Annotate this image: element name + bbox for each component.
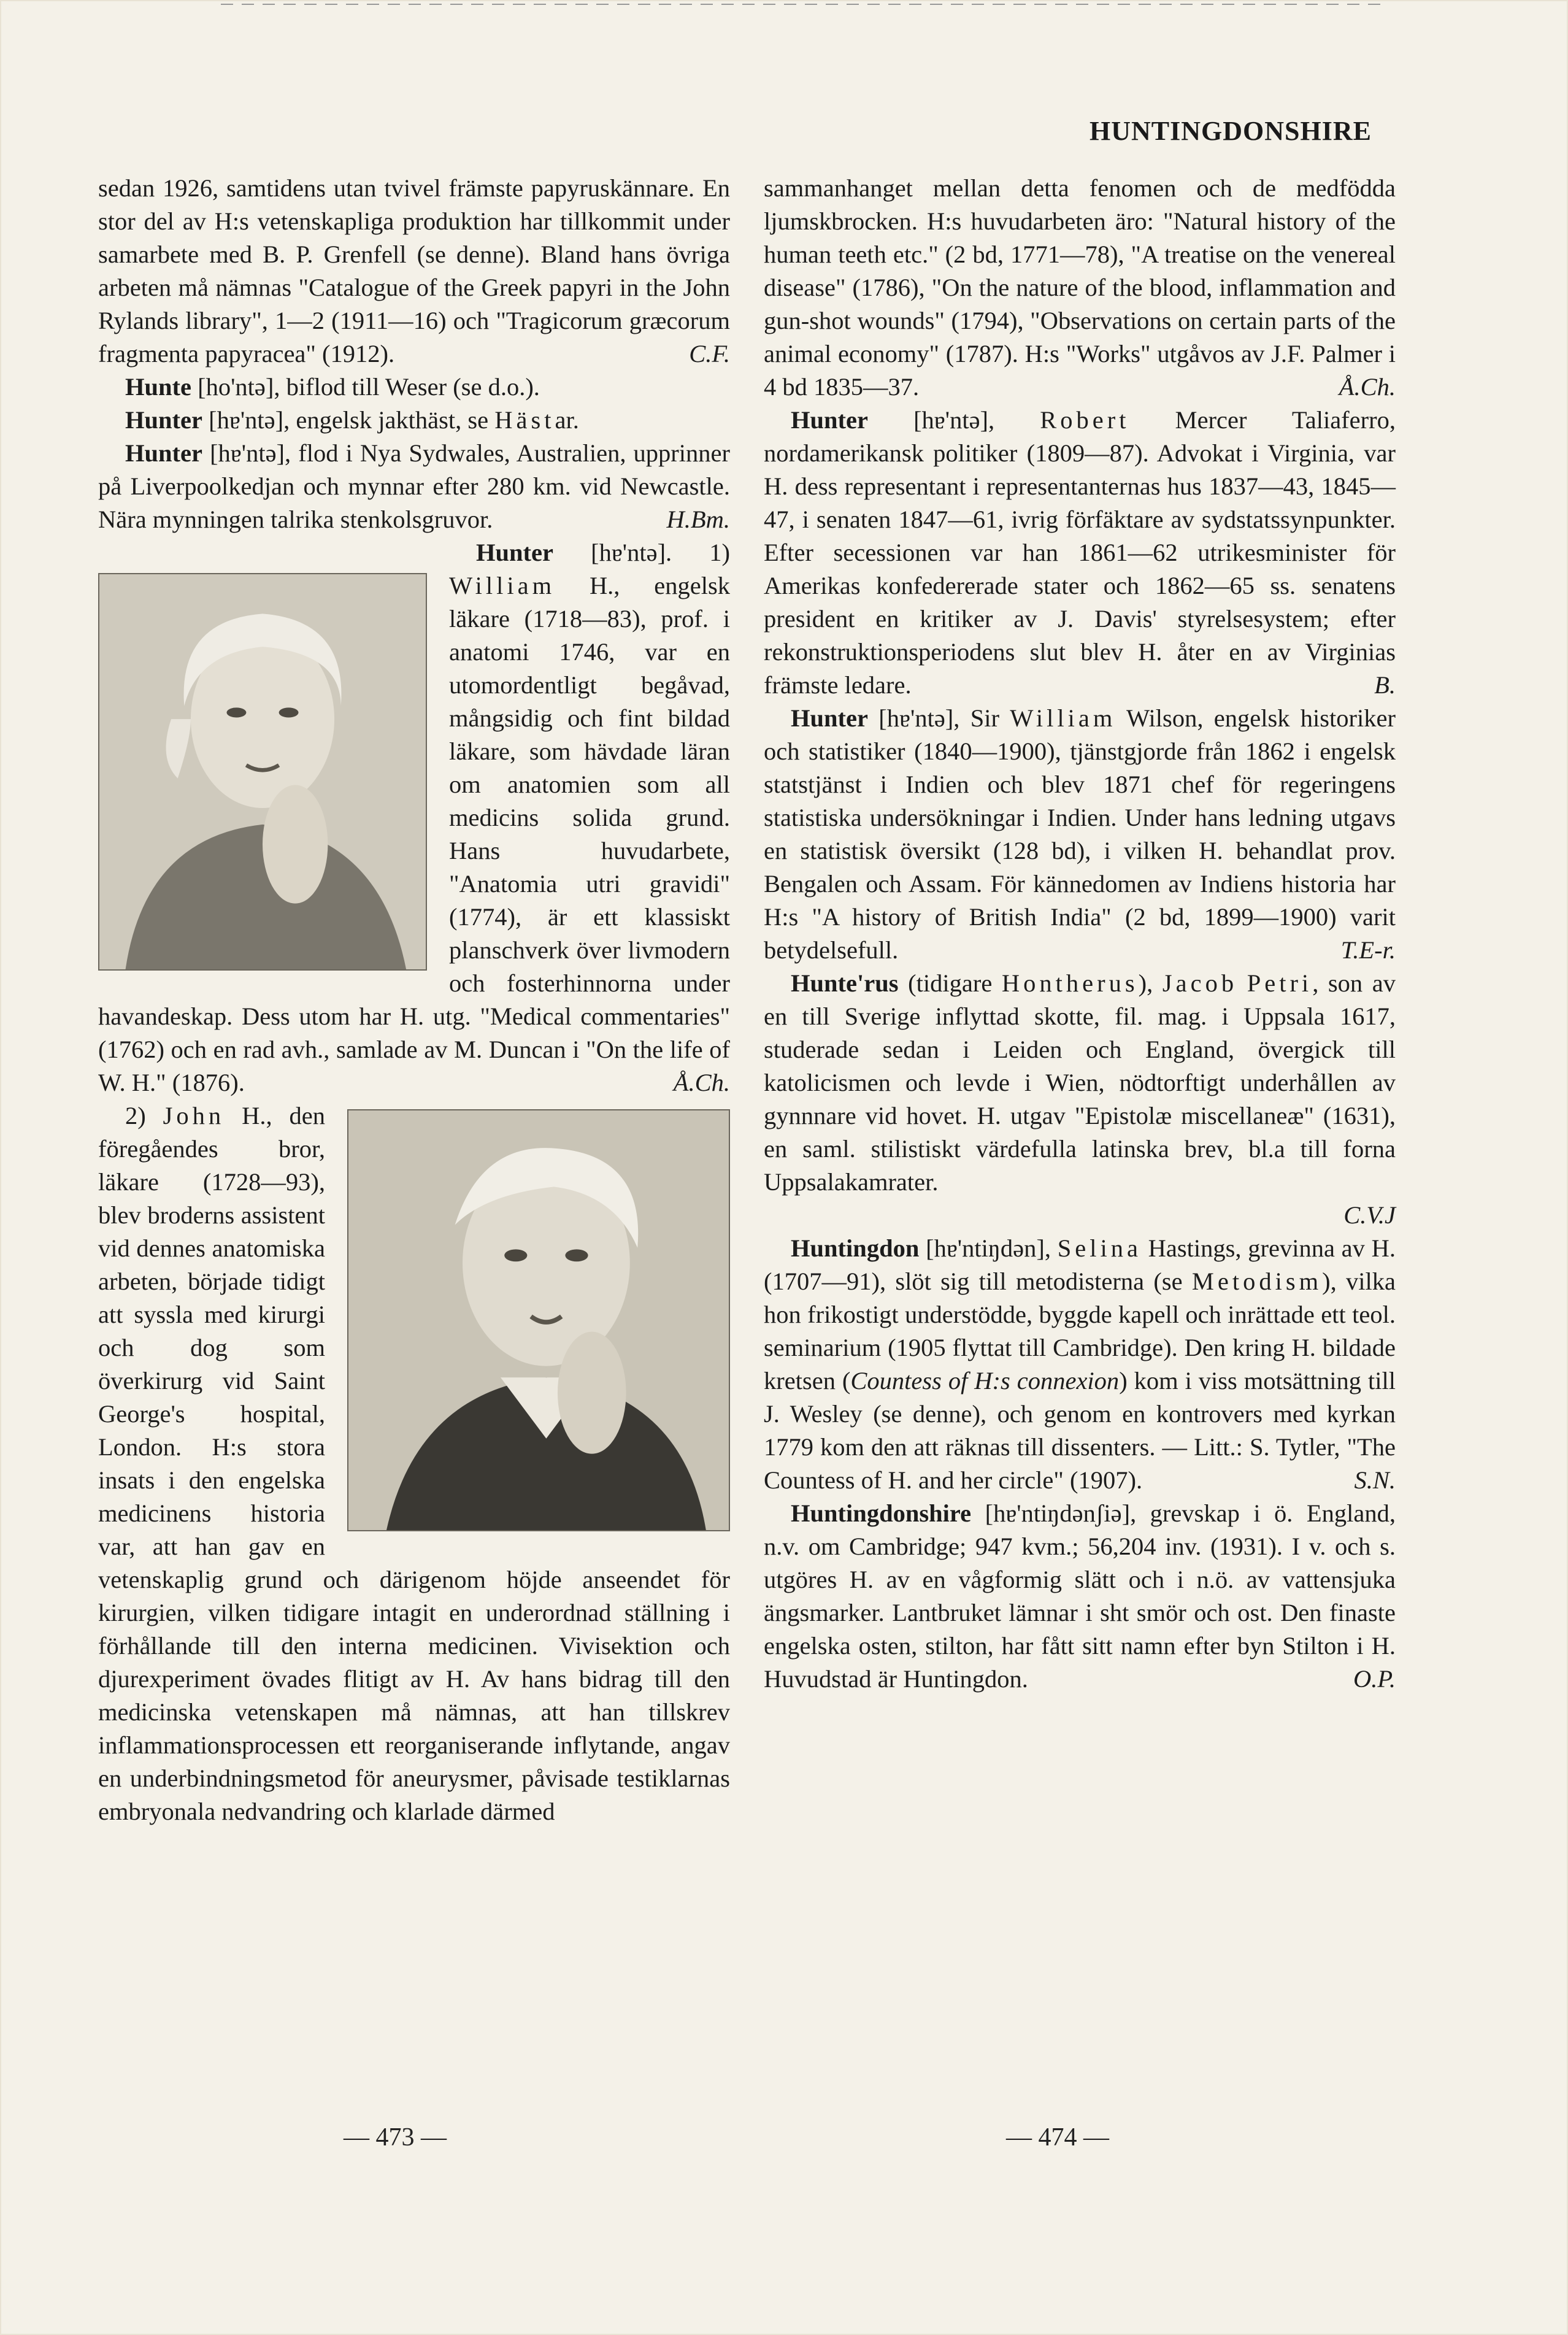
person-name: Jacob <box>1162 969 1238 997</box>
top-edge-rule <box>221 4 1386 5</box>
author-signature: B. <box>1374 671 1396 699</box>
entry-text: [ho'ntə], biflod till Weser (se d.o.). <box>191 373 540 401</box>
headword: Hunte <box>125 373 192 401</box>
portrait-william-hunter <box>98 573 427 971</box>
author-signature: H.Bm. <box>666 506 730 533</box>
former-name: Hontherus <box>1001 969 1139 997</box>
entry-text: [hɐ'ntə], Sir <box>868 704 1010 732</box>
entry-text: 2) <box>125 1102 163 1129</box>
author-signature: C.F. <box>689 340 730 367</box>
entry-text: ), vilka hon frikostigt understödde, byggde kapell och inrättade ett teol. seminarium (1905 flyttat till Cambridge). Den kring H. bildade kretsen ( <box>764 1268 1396 1394</box>
portrait-john-illustration <box>348 1110 729 1530</box>
right-column <box>764 172 1396 1696</box>
portrait-john-hunter <box>347 1109 730 1531</box>
portrait-william-illustration <box>99 574 426 969</box>
entry-continuation-right <box>764 172 1396 404</box>
author-signature: Å.Ch. <box>1339 373 1396 401</box>
entry-text: [hɐ'ntə], <box>868 406 1040 434</box>
author-signature: O.P. <box>1353 1665 1396 1693</box>
entry-text: sedan 1926, samtidens utan tvivel främste papyruskännare. En stor del av H:s vetenskapliga produktion har tillkommit under samarbete med B. P. Grenfell (se denne). Bland hans övriga arbeten må nämnas "Catalogue of the Greek papyri in the John Rylands library", 1—2 (1911—16) och "Tragicorum græcorum fragmenta papyracea" (1912). <box>98 174 730 367</box>
entry-text: (tidigare <box>898 969 1002 997</box>
entry-hunter-river <box>98 437 730 536</box>
cross-reference: Metodism <box>1191 1268 1323 1295</box>
running-head: HUNTINGDONSHIRE <box>1090 116 1372 146</box>
entry-continuation-left <box>98 172 730 371</box>
headword: Hunter <box>791 704 868 732</box>
entry-text: Hastings, grevinna av H. (1707—91), slöt sig till metodisterna (se <box>764 1234 1396 1295</box>
cross-reference: Häst <box>494 406 555 434</box>
entry-text: ) kom i viss motsättning till J. Wesley (se denne), och genom en kontrovers med kyrkan 1779 kom den att räknas till dissenters. — Litt.: S. Tytler, "The Countess of H. and her circle" (1907). <box>764 1367 1396 1494</box>
headword: Hunte'rus <box>791 969 899 997</box>
person-name: John <box>163 1102 225 1129</box>
entry-text: [hɐ'ntə], flod i Nya Sydwales, Australien, upprinner på Liverpoolkedjan och mynnar efter 280 km. vid Newcastle. Nära mynningen talrika stenkolsgruvor. <box>98 439 730 533</box>
entry-hunter-john <box>98 1099 730 1828</box>
entry-hunter-horse <box>98 404 730 437</box>
entry-text: ), <box>1138 969 1163 997</box>
entry-huntingdon <box>764 1232 1396 1497</box>
left-column <box>98 172 730 1828</box>
person-name: Robert <box>1040 406 1130 434</box>
entry-hunter-robert <box>764 404 1396 702</box>
author-signature: T.E-r. <box>1340 936 1396 964</box>
headword: Hunter <box>125 406 202 434</box>
entry-hunter-william-wilson <box>764 702 1396 967</box>
person-name: William <box>449 572 556 599</box>
page-number-right: — 474 — <box>1006 2123 1109 2152</box>
entry-text: [hɐ'ntə], engelsk jakthäst, se <box>202 406 495 434</box>
author-signature: S.N. <box>1354 1466 1396 1494</box>
entry-text: [hɐ'ntiŋdən], <box>919 1234 1058 1262</box>
entry-text: H., den föregåendes bror, läkare (1728—93), blev broderns assistent vid dennes anatomiska arbeten, började tidigt att syssla med kirurgi och dog som överkirurg vid Saint George's hospital, London. H:s stora insats i den engelska medicinens historia var, att han gav en vetenskaplig grund och därigenom höjde anseendet för kirurgien, vilken tidigare intagit en underordnad ställning i förhållande till den interna medicinen. Vivisektion och djurexperiment övades flitigt av H. Av hans bidrag till den medicinska vetenskapen må nämnas, att han tillskrev inflammationsprocessen ett reorganiserande inflytande, angav en underbindningsmetod för aneurysmer, påvisade testiklarnas embryonala nedvandring och klarlade därmed <box>98 1102 730 1825</box>
entry-text: sammanhanget mellan detta fenomen och de medfödda ljumskbrocken. H:s huvudarbeten äro: "Natural history of the human teeth etc." (2 bd, 1771—78), "A treatise on the venereal disease" (1786), "On the nature of the blood, inflammation and gun-shot wounds" (1794), "Observations on certain parts of the animal economy" (1787). H:s "Works" utgåvos av J.F. Palmer i 4 bd 1835—37. <box>764 174 1396 401</box>
headword: Hunter <box>125 439 202 467</box>
entry-text <box>1237 969 1247 997</box>
entry-text: , son av en till Sverige inflyttad skotte, fil. mag. i Uppsala 1617, studerade sedan i Leiden och England, övergick till katolicismen och levde i Wien, nödtorftigt underhållen av gynnnare vid hovet. H. utgav "Epistolæ miscellaneæ" (1631), en saml. stilistiskt värdefulla latinska brev, bl.a till forna Uppsalakamrater. <box>764 969 1396 1196</box>
headword: Hunter <box>476 539 553 566</box>
author-signature: Å.Ch. <box>673 1069 730 1096</box>
headword: Hunter <box>791 406 868 434</box>
entry-text: ar. <box>555 406 579 434</box>
entry-text: Wilson, engelsk historiker och statistiker (1840—1900), tjänstgjorde från 1862 i engelsk statstjänst i Indien och blev 1871 chef för regeringens statistiska undersökningar i Indien. Under hans ledning utgavs en statistisk översikt (128 bd), i vilken H. behandlat prov. Bengalen och Assam. För kännedomen av Indiens historia har H:s "A history of British India" (2 bd, 1899—1900) varit betydelsefull. <box>764 704 1396 964</box>
entry-text: H., engelsk läkare (1718—83), prof. i anatomi 1746, var en utomordentligt begåvad, mångsidig och fint bildad läkare, som hävdade läran om anatomien som all medicins solida grund. Hans huvudarbete, "Anatomia utri gravidi" (1774), är ett klassiskt planschverk över livmodern och fosterhinnorna under havandeskap. Dess utom har H. utg. "Medical commentaries"(1762) och en rad avh., samlade av M. Duncan i "On the life of W. H." (1876). <box>98 572 730 1096</box>
page-number-left: — 473 — <box>344 2123 447 2152</box>
person-name: Petri <box>1247 969 1313 997</box>
entry-text: Mercer Taliaferro, nordamerikansk politiker (1809—87). Advokat i Virginia, var H. dess representant i representanternas hus 1837—43, 1845—47, i senaten 1847—61, ivrig förfäktare av sydstatssynpunkter. Efter secessionen var han 1861—62 utrikesminister för Amerikas konfedererade stater och 1862—65 ss. senatens president en kritiker av J. Davis' styrelsesystem; efter rekonstruktionsperiodens slut blev H. åter en av Virginias främste ledare. <box>764 406 1396 699</box>
entry-huntingdonshire <box>764 1497 1396 1696</box>
entry-hunte <box>98 371 730 404</box>
italic-title: Countess of H:s connexion <box>850 1367 1120 1394</box>
person-name: Selina <box>1057 1234 1142 1262</box>
entry-text: [hɐ'ntiŋdənʃiə], grevskap i ö. England, n.v. om Cambridge; 947 kvm.; 56,204 inv. (1931). I v. och s. utgöres H. av en vågformig slätt och i n.ö. av vattensjuka ängsmarker. Lantbruket lämnar i sht smör och ost. Den finaste engelska osten, stilton, har fått sitt namn efter byn Stilton i H. Huvudstad är Huntingdon. <box>764 1499 1396 1693</box>
entry-hunterus <box>764 967 1396 1199</box>
author-signature: C.V.J <box>1343 1201 1396 1229</box>
headword: Huntingdonshire <box>791 1499 972 1527</box>
entry-text: [hɐ'ntə]. 1) <box>553 539 730 566</box>
headword: Huntingdon <box>791 1234 920 1262</box>
person-name: William <box>1010 704 1116 732</box>
entry-hunter-william <box>98 536 730 1099</box>
